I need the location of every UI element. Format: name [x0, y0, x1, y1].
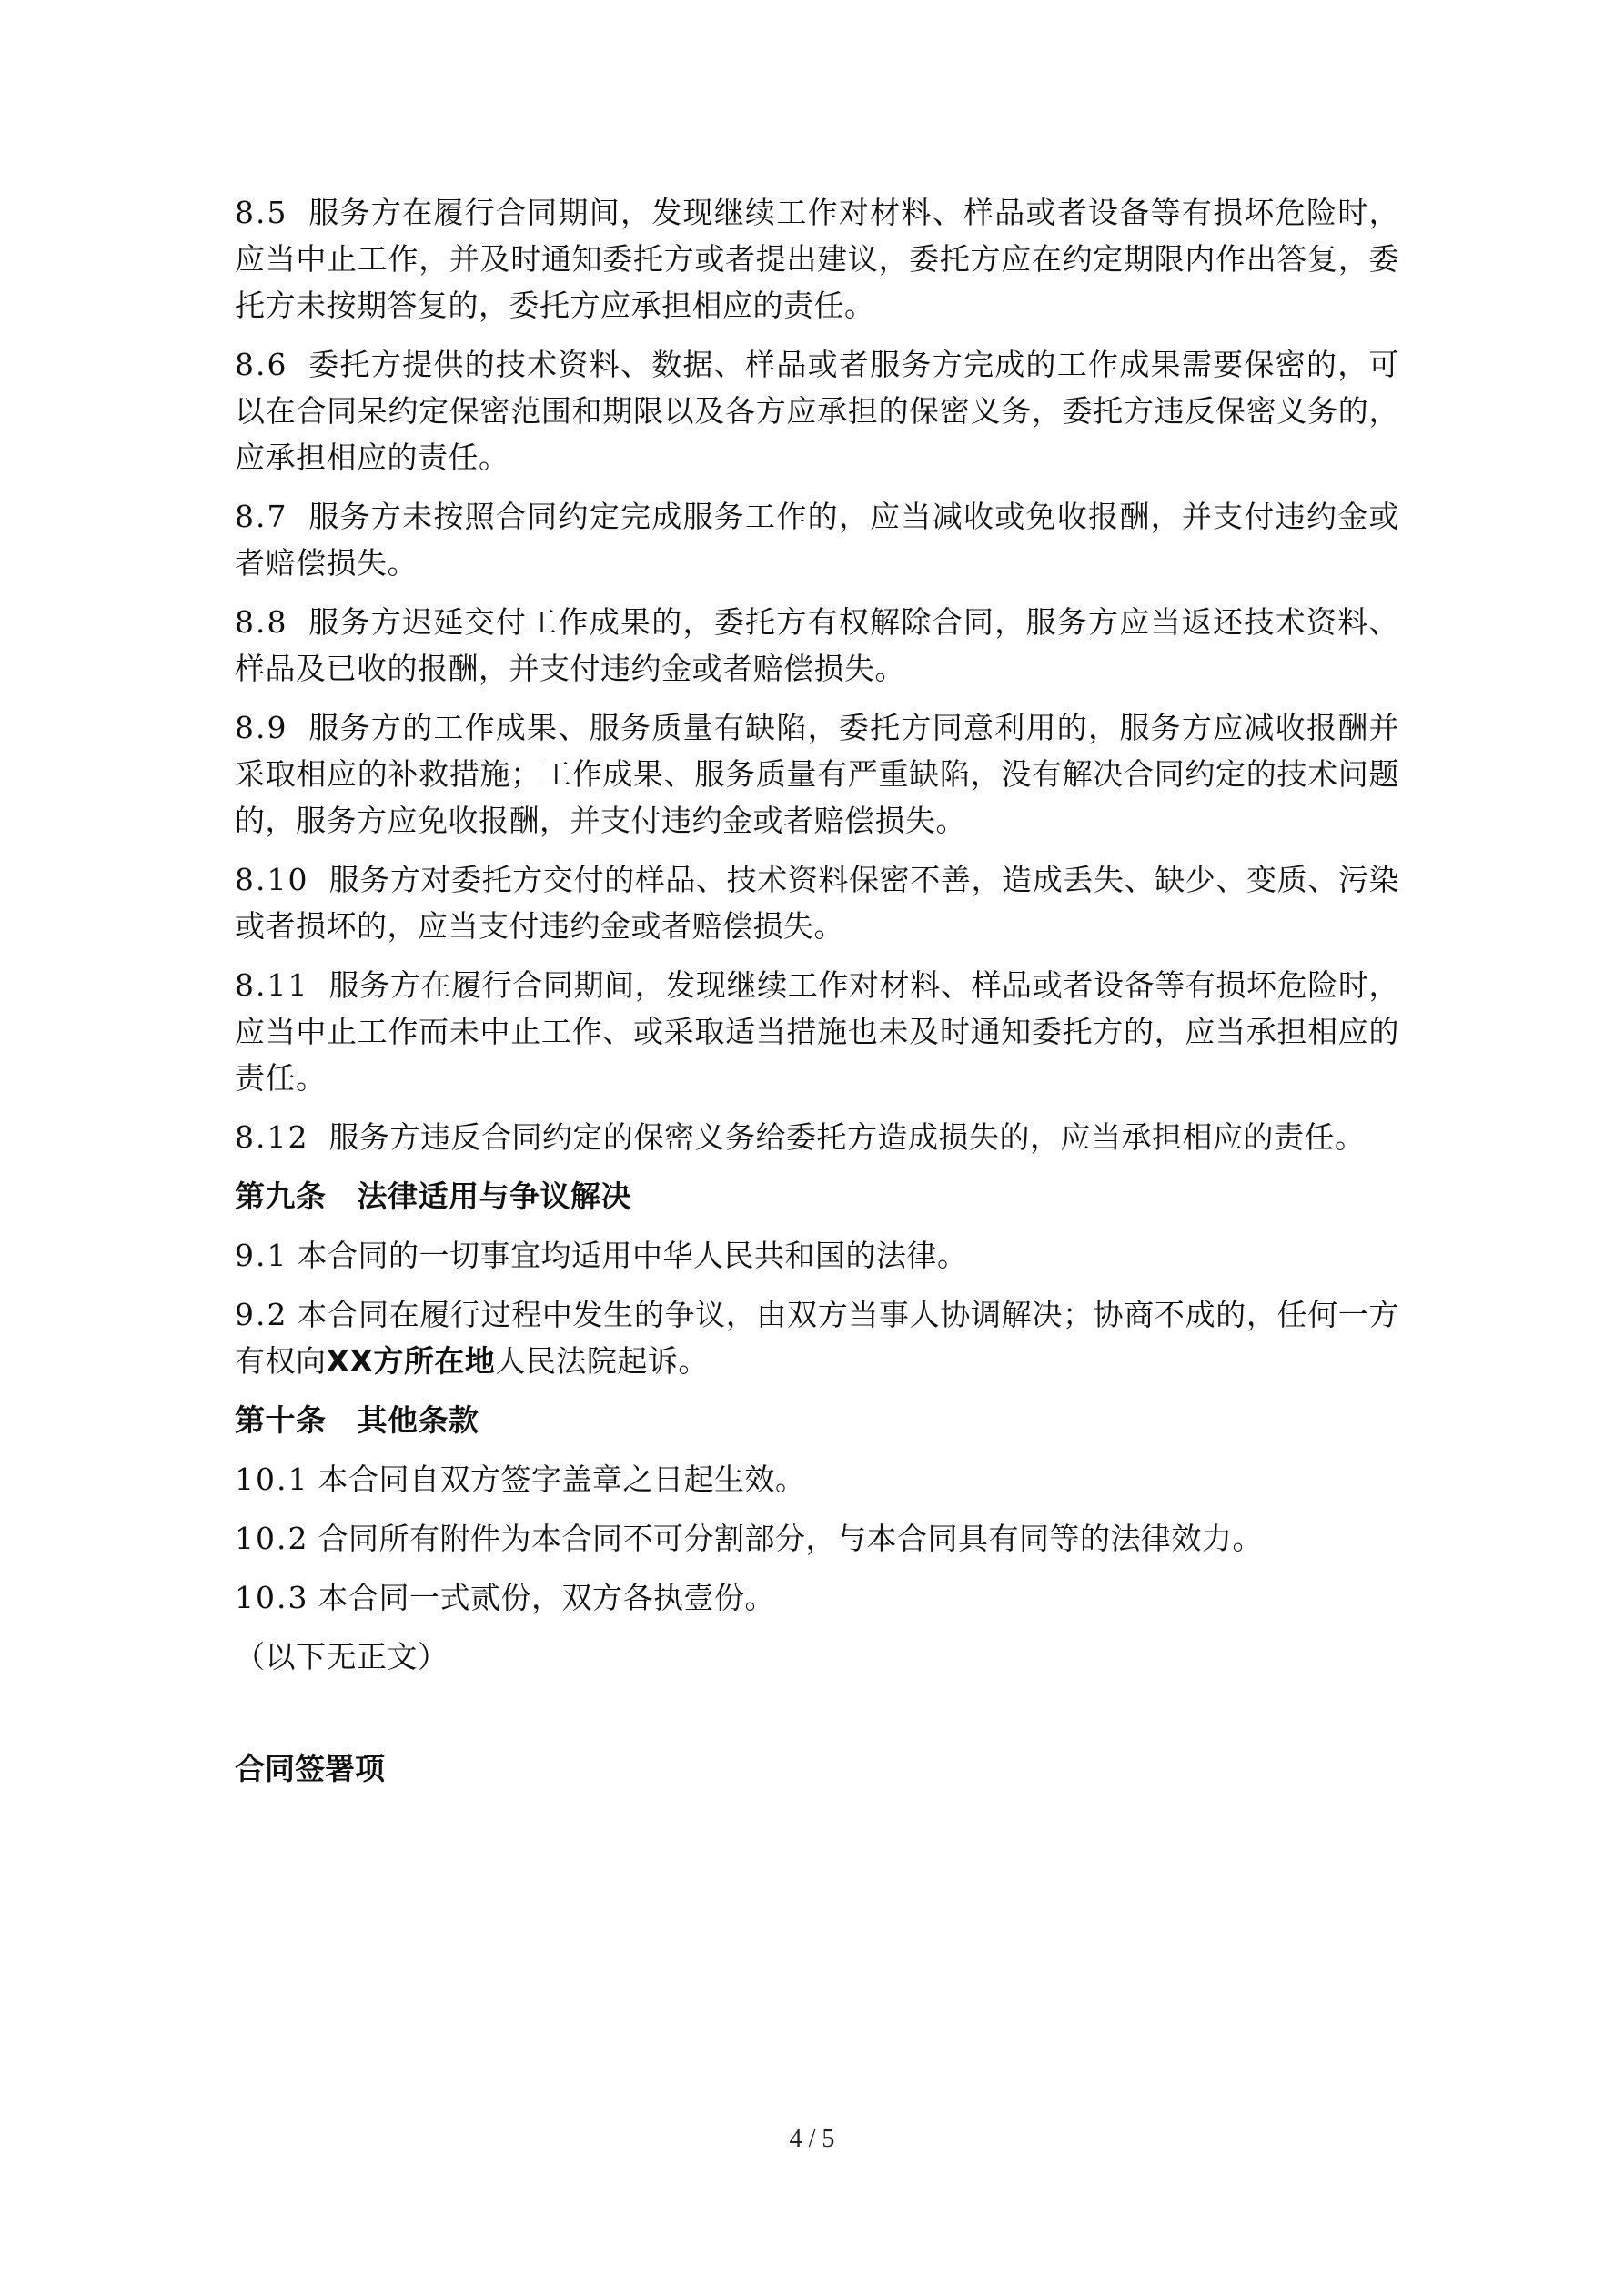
clause-text: 服务方在履行合同期间，发现继续工作对材料、样品或者设备等有损坏危险时，应当中止工作，并及时通知委托方或者提出建议，委托方应在约定期限内作出答复，委托方未按期答复的，委托方应承担相应的责任。 — [235, 195, 1399, 323]
clause-number: 10.3 — [235, 1580, 309, 1615]
article-title: 其他条款 — [357, 1402, 479, 1438]
clause-number: 9.2 — [235, 1297, 288, 1332]
clause-10-2 — [235, 1515, 1399, 1562]
clause-8-10 — [235, 856, 1399, 949]
clause-text: 服务方对委托方交付的样品、技术资料保密不善，造成丢失、缺少、变质、污染或者损坏的，应当支付违约金或者赔偿损失。 — [235, 862, 1399, 944]
clause-8-5 — [235, 189, 1399, 329]
clause-text: 本合同自双方签字盖章之日起生效。 — [318, 1462, 806, 1497]
document-body — [235, 189, 1399, 1792]
clause-text: 服务方违反合同约定的保密义务给委托方造成损失的，应当承担相应的责任。 — [328, 1119, 1366, 1155]
clause-10-1 — [235, 1456, 1399, 1502]
clause-text: 服务方的工作成果、服务质量有缺陷，委托方同意利用的，服务方应减收报酬并采取相应的补救措施；工作成果、服务质量有严重缺陷，没有解决合同约定的技术问题的，服务方应免收报酬，并支付违约金或者赔偿损失。 — [235, 710, 1399, 838]
clause-number: 8.9 — [235, 710, 288, 745]
clause-text: 本合同在履行过程中发生的争议，由双方当事人协调解决；协商不成的，任何一方有权向 — [235, 1297, 1399, 1379]
clause-text: 服务方未按照合同约定完成服务工作的，应当减收或免收报酬，并支付违约金或者赔偿损失。 — [235, 499, 1399, 581]
article-title: 法律适用与争议解决 — [357, 1178, 631, 1214]
clause-text: 合同所有附件为本合同不可分割部分，与本合同具有同等的法律效力。 — [318, 1521, 1263, 1556]
clause-number: 10.2 — [235, 1521, 309, 1556]
clause-8-12 — [235, 1114, 1399, 1160]
clause-number: 8.5 — [235, 195, 288, 230]
clause-number: 8.10 — [235, 862, 309, 897]
clause-number: 8.11 — [235, 967, 309, 1003]
clause-8-6 — [235, 341, 1399, 480]
clause-text: 服务方迟延交付工作成果的，委托方有权解除合同，服务方应当返还技术资料、样品及已收的报酬，并支付违约金或者赔偿损失。 — [235, 604, 1399, 686]
clause-text: 委托方提供的技术资料、数据、样品或者服务方完成的工作成果需要保密的，可以在合同呆约定保密范围和期限以及各方应承担的保密义务，委托方违反保密义务的，应承担相应的责任。 — [235, 347, 1399, 475]
clause-text: 本合同的一切事宜均适用中华人民共和国的法律。 — [297, 1238, 968, 1273]
clause-9-2 — [235, 1291, 1399, 1384]
clause-text: 本合同一式贰份，双方各执壹份。 — [318, 1580, 775, 1615]
clause-number: 8.7 — [235, 499, 288, 534]
clause-8-7 — [235, 493, 1399, 586]
clause-number: 8.12 — [235, 1119, 309, 1155]
court-location-placeholder: XX方所在地 — [326, 1343, 496, 1379]
clause-number: 8.6 — [235, 347, 288, 382]
end-note: （以下无正文） — [235, 1639, 449, 1674]
article-label: 第九条 — [235, 1178, 327, 1214]
clause-number: 10.1 — [235, 1462, 309, 1497]
clause-number: 9.1 — [235, 1238, 288, 1273]
clause-9-1 — [235, 1232, 1399, 1279]
article-9-heading — [235, 1173, 1399, 1219]
signature-heading: 合同签署项 — [235, 1751, 385, 1786]
clause-text-tail: 人民法院起诉。 — [495, 1343, 709, 1379]
clause-number: 8.8 — [235, 604, 288, 640]
clause-text: 服务方在履行合同期间，发现继续工作对材料、样品或者设备等有损坏危险时，应当中止工作而未中止工作、或采取适当措施也未及时通知委托方的，应当承担相应的责任。 — [235, 967, 1399, 1096]
clause-8-8 — [235, 599, 1399, 692]
clause-8-11 — [235, 962, 1399, 1101]
page-indicator: 4 / 5 — [789, 2125, 835, 2153]
clause-10-3 — [235, 1574, 1399, 1621]
article-label: 第十条 — [235, 1402, 327, 1438]
clause-8-9 — [235, 704, 1399, 844]
article-10-heading — [235, 1397, 1399, 1443]
